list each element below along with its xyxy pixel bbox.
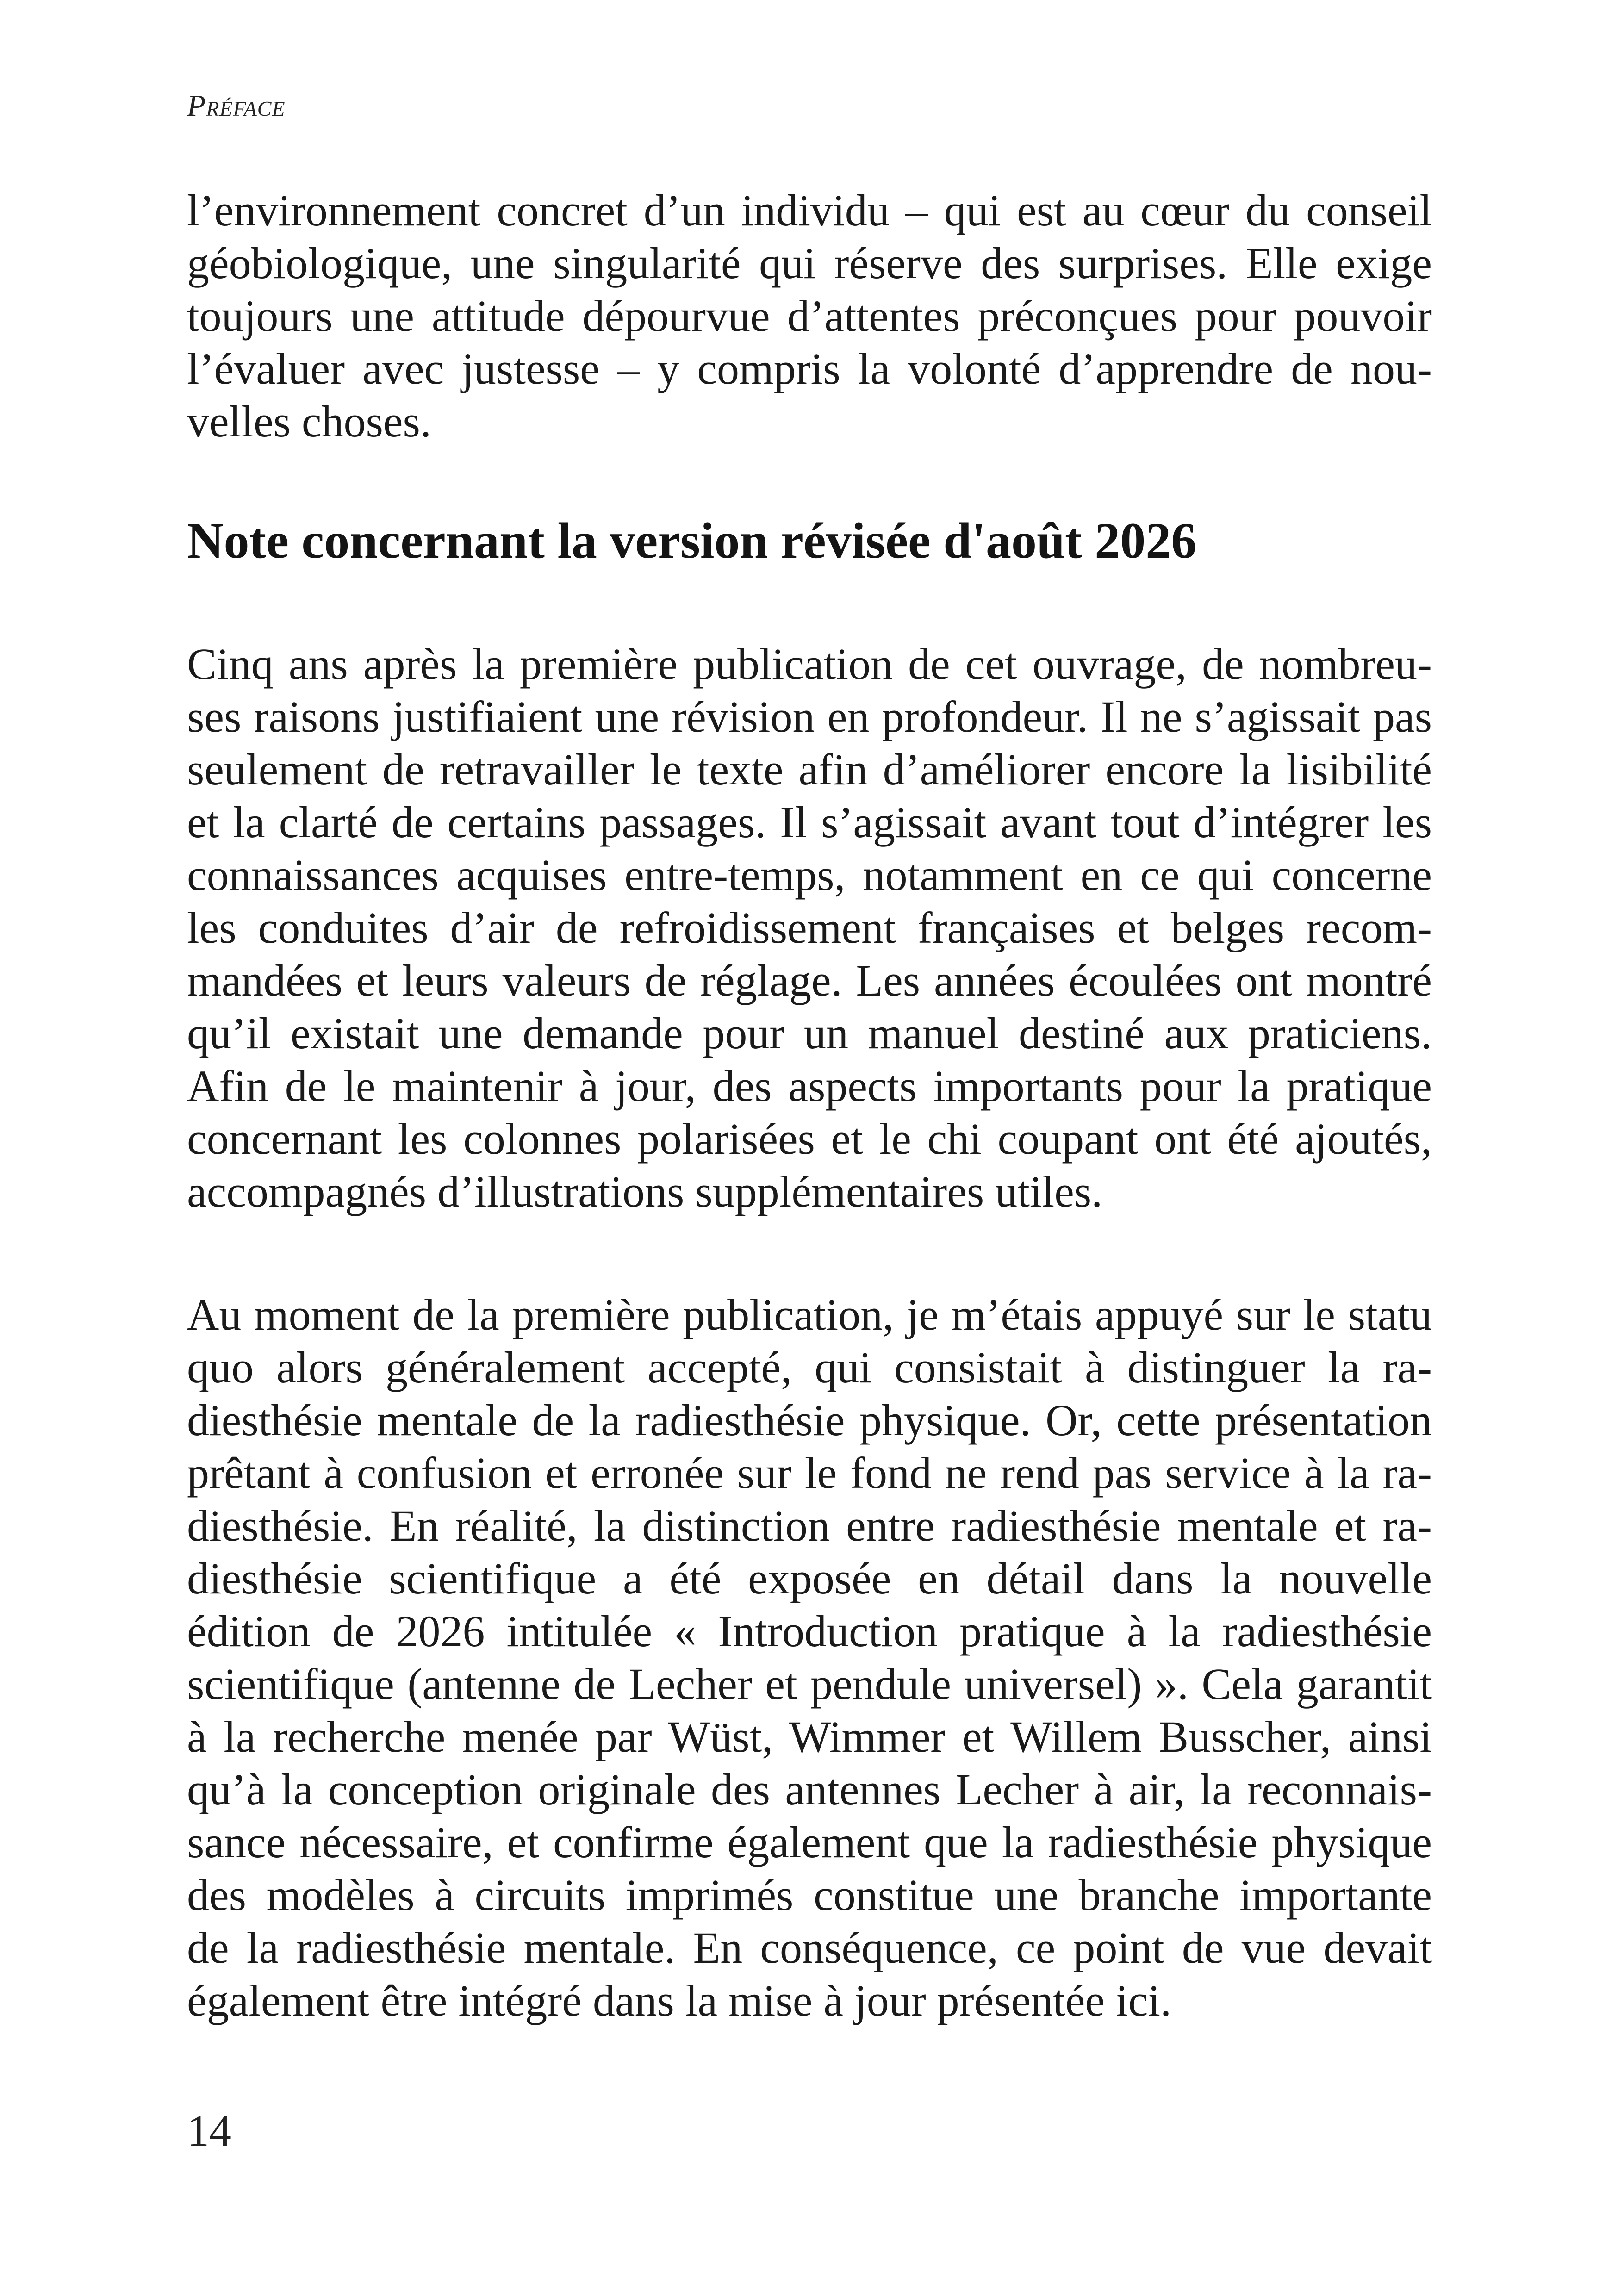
running-head: Préface bbox=[187, 89, 286, 123]
text-line: diesthésie mentale de la radiesthésie physique. Or, cette présentation bbox=[187, 1395, 1432, 1445]
paragraph-radiesthesia-distinction bbox=[187, 1288, 1432, 2027]
text-line: quo alors généralement accepté, qui consistait à distinguer la ra- bbox=[187, 1343, 1432, 1392]
text-line: prêtant à confusion et erronée sur le fond ne rend pas service à la ra- bbox=[187, 1448, 1432, 1498]
text-line: Au moment de la première publication, je m’étais appuyé sur le statu bbox=[187, 1290, 1432, 1339]
text-line: l’évaluer avec justesse – y compris la volonté d’apprendre de nou- bbox=[187, 344, 1432, 393]
text-line: sance nécessaire, et confirme également que la radiesthésie physique bbox=[187, 1817, 1432, 1867]
text-line: Cinq ans après la première publication de cet ouvrage, de nombreu- bbox=[187, 639, 1432, 689]
text-line: et la clarté de certains passages. Il s’agissait avant tout d’intégrer les bbox=[187, 797, 1432, 847]
text-line: également être intégré dans la mise à jour présentée ici. bbox=[187, 1976, 1172, 2025]
text-line: diesthésie scientifique a été exposée en détail dans la nouvelle bbox=[187, 1554, 1432, 1603]
text-line: toujours une attitude dépourvue d’attentes préconçues pour pouvoir bbox=[187, 291, 1432, 341]
text-line: concernant les colonnes polarisées et le chi coupant ont été ajoutés, bbox=[187, 1114, 1432, 1164]
text-line: diesthésie. En réalité, la distinction entre radiesthésie mentale et ra- bbox=[187, 1501, 1432, 1550]
text-line: de la radiesthésie mentale. En conséquence, ce point de vue devait bbox=[187, 1923, 1432, 1972]
text-line: géobiologique, une singularité qui réserve des surprises. Elle exige bbox=[187, 238, 1432, 288]
text-line: seulement de retravailler le texte afin d’améliorer encore la lisibilité bbox=[187, 745, 1432, 794]
text-line: à la recherche menée par Wüst, Wimmer et Willem Busscher, ainsi bbox=[187, 1712, 1432, 1761]
paragraph-intro-continuation bbox=[187, 184, 1432, 448]
text-line: édition de 2026 intitulée « Introduction pratique à la radiesthésie bbox=[187, 1606, 1432, 1656]
text-line: des modèles à circuits imprimés constitue une branche importante bbox=[187, 1870, 1432, 1920]
page-number: 14 bbox=[187, 2106, 231, 2155]
paragraph-revision-reasons bbox=[187, 638, 1432, 1218]
section-heading: Note concernant la version révisée d'août 2026 bbox=[187, 512, 1197, 569]
text-line: mandées et leurs valeurs de réglage. Les années écoulées ont montré bbox=[187, 956, 1432, 1005]
text-line: accompagnés d’illustrations supplémentaires utiles. bbox=[187, 1167, 1103, 1216]
text-line: Afin de le maintenir à jour, des aspects importants pour la pratique bbox=[187, 1061, 1432, 1111]
text-line: connaissances acquises entre-temps, notamment en ce qui concerne bbox=[187, 850, 1432, 900]
text-line: l’environnement concret d’un individu – qui est au cœur du conseil bbox=[187, 186, 1432, 235]
text-line: ses raisons justifiaient une révision en profondeur. Il ne s’agissait pas bbox=[187, 692, 1432, 741]
text-line: scientifique (antenne de Lecher et pendule universel) ». Cela garantit bbox=[187, 1659, 1432, 1709]
text-line: velles choses. bbox=[187, 397, 431, 446]
text-line: qu’à la conception originale des antennes Lecher à air, la reconnais- bbox=[187, 1765, 1432, 1814]
text-line: qu’il existait une demande pour un manuel destiné aux praticiens. bbox=[187, 1008, 1432, 1058]
text-line: les conduites d’air de refroidissement françaises et belges recom- bbox=[187, 903, 1432, 952]
